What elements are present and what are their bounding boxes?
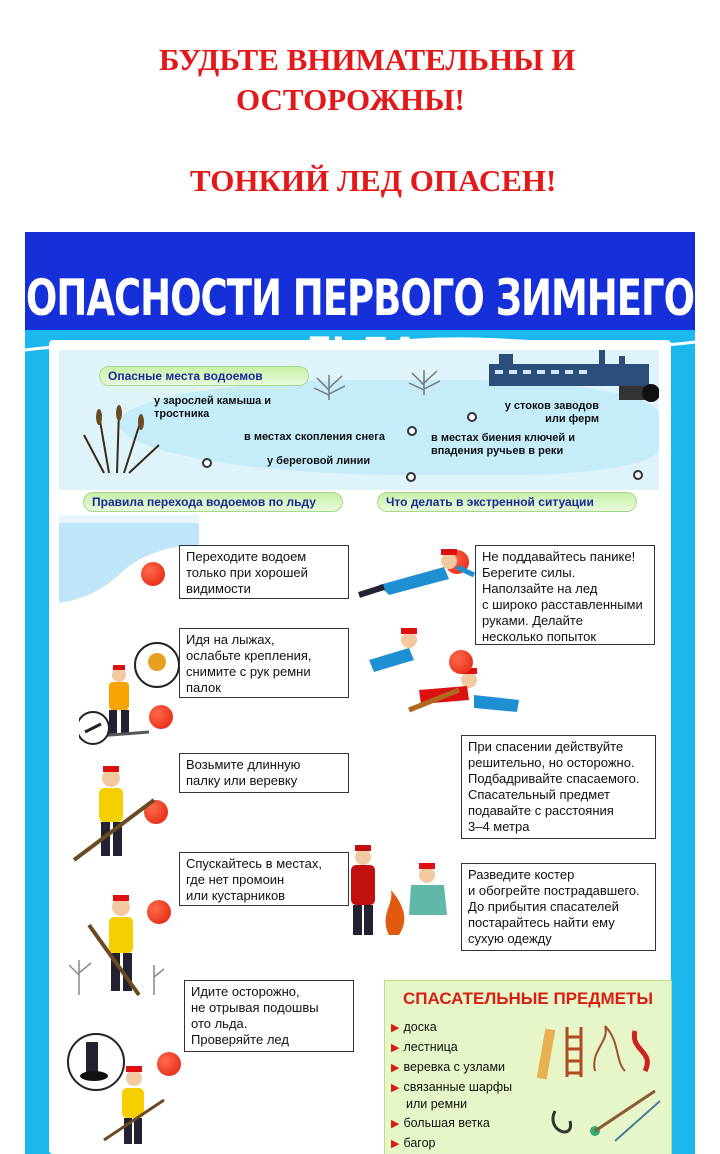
- rule-walk-carefully: Идите осторожно, не отрывая подошвы ото льда. Проверяйте лед: [184, 980, 354, 1052]
- rule-pole-rope: Возьмите длинную палку или веревку: [179, 753, 349, 793]
- label-shoreline: у береговой линии: [267, 455, 371, 467]
- label-springs: в местах биения ключей и впадения ручьев в реки: [431, 432, 575, 457]
- emergency-no-panic: Не поддавайтесь панике! Берегите силы. Наползайте на лед с широко расставленными руками. Делайте несколько попыток: [475, 545, 655, 645]
- person-descending-illustration: [69, 885, 169, 1005]
- emergency-header: Что делать в экстренной ситуации: [377, 492, 637, 512]
- person-crawling-illustration: [349, 545, 479, 605]
- bush-icon: [309, 370, 349, 400]
- safety-poster: [25, 232, 695, 1154]
- person-with-pole-illustration: [69, 760, 159, 870]
- dangerous-places-scene: [59, 350, 659, 490]
- rule-visibility: Переходите водоем только при хорошей видимости: [179, 545, 349, 599]
- list-item: ▶ связанные шарфы или ремни: [391, 1080, 513, 1111]
- emergency-rescue: При спасении действуйте решительно, но осторожно. Подбадривайте спасаемого. Спасательный предмет подавайте с расстояния 3–4 метра: [461, 735, 656, 839]
- list-item: ▶ багор: [391, 1136, 436, 1150]
- drain-pipe-icon: [619, 380, 659, 410]
- skier-illustration: [79, 640, 179, 750]
- bush-icon-2: [404, 365, 444, 395]
- emergency-marker-2: [449, 650, 473, 674]
- poster-content: [49, 340, 671, 1154]
- marker-snow: [407, 426, 417, 436]
- rescue-scene-illustration: [349, 620, 549, 730]
- rescue-items-card: [384, 980, 672, 1154]
- list-item: ▶ веревка с узлами: [391, 1060, 506, 1074]
- list-item: ▶ лестница: [391, 1040, 458, 1054]
- marker-springs: [633, 470, 643, 480]
- list-item: ▶ доска: [391, 1020, 437, 1034]
- walking-on-ice-illustration: [64, 1030, 174, 1150]
- rule-descend: Спускайтесь в местах, где нет промоин или кустарников: [179, 852, 349, 906]
- rescue-items-list: [391, 1019, 512, 1154]
- marker-shoreline: [406, 472, 416, 482]
- label-reeds: у зарослей камыша и тростника: [154, 395, 272, 420]
- rules-header: Правила перехода водоемов по льду: [83, 492, 343, 512]
- emergency-campfire: Разведите костер и обогрейте пострадавшего. До прибытия спасателей постарайтесь найти ему сухую одежду: [461, 863, 656, 951]
- rescue-tools-illustration: [535, 1021, 665, 1151]
- label-snow: в местах скопления снега: [244, 431, 385, 443]
- campfire-illustration: [349, 845, 459, 945]
- poster-title: ОПАСНОСТИ ПЕРВОГО ЗИМНЕГО: [25, 269, 695, 328]
- frozen-lake-illustration: [59, 515, 199, 605]
- rescue-items-title: СПАСАТЕЛЬНЫЕ ПРЕДМЕТЫ: [402, 989, 654, 1008]
- headline-line-2: ОСТОРОЖНЫ!: [236, 82, 465, 117]
- headline-thin-ice: ТОНКИЙ ЛЕД ОПАСЕН!: [190, 163, 557, 198]
- list-item: ▶ большая ветка: [391, 1116, 490, 1130]
- headline-line-1: БУДЬТЕ ВНИМАТЕЛЬНЫ И: [159, 42, 576, 77]
- label-factory-drain: у стоков заводов или ферм: [504, 400, 599, 425]
- rule-skis: Идя на лыжах, ослабьте крепления, снимите с рук ремни палок: [179, 628, 349, 698]
- marker-factory: [467, 412, 477, 422]
- marker-reeds: [202, 458, 212, 468]
- dangerous-places-header: Опасные места водоемов: [99, 366, 309, 386]
- rule-marker-1: [141, 562, 165, 586]
